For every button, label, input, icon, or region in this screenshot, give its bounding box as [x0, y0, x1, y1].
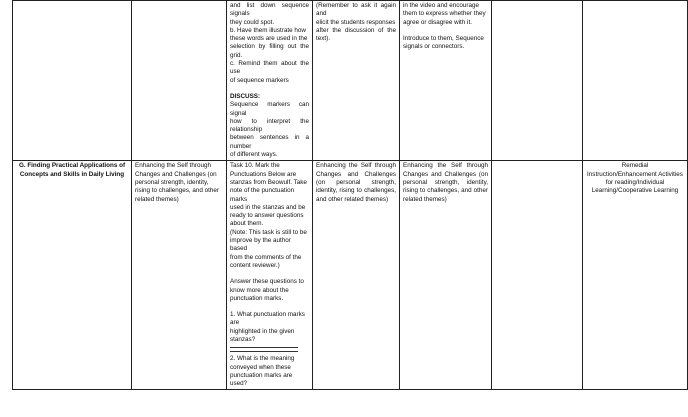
- question-1-line: 1. What punctuation marks are: [230, 311, 305, 327]
- row1-video-cell: [400, 1, 492, 161]
- row1-col4-line: elicit the students responses: [316, 18, 396, 26]
- lesson-plan-table: [12, 0, 688, 390]
- row2-empty-cell: [492, 161, 583, 390]
- discuss-line: Sequence markers can signal: [230, 101, 309, 117]
- row1-empty-cell: [492, 1, 583, 161]
- task-line: Task 10. Mark the: [230, 162, 280, 170]
- row1-col3-line: these words are used in the: [230, 35, 308, 43]
- task-line: used in the stanzas and be: [230, 203, 306, 211]
- row1-remedial-cell: [583, 1, 688, 161]
- row1-col3-line: they could spot.: [230, 18, 275, 26]
- row1-col5-line: agree or disagree with it.: [403, 18, 472, 26]
- task-line: stanzas from Beowulf. Take: [230, 178, 307, 186]
- task-line: content reviewer.): [230, 261, 280, 269]
- row2-col4-cell: Enhancing the Self through Changes and Challenges (on personal strength, identity, rising to challenges, and other related themes): [313, 161, 400, 390]
- question-2-line: conveyed when these: [230, 363, 291, 371]
- task-line: ready to answer questions: [230, 212, 304, 220]
- row2-col5-cell: Enhancing the Self through Changes and Challenges (on personal strength, identity, rising to challenges, and other related themes): [400, 161, 492, 390]
- row2-enhancing-cell: Enhancing the Self through Changes and Challenges (on personal strength, identity, rising to challenges, and other related themes): [132, 161, 227, 390]
- row1-teacher-note-cell: [313, 1, 400, 161]
- row1-col5-line: signals or connectors.: [403, 43, 465, 51]
- answer-line: know more about the: [230, 286, 289, 294]
- row1-col3-line: and list down sequence signals: [230, 2, 309, 18]
- answer-line: punctuation marks.: [230, 294, 284, 302]
- row2-task-cell: [227, 161, 313, 390]
- remedial-line: for reading/Individual: [605, 178, 665, 186]
- discuss-heading: DISCUSS:: [230, 92, 261, 100]
- row1-col4-line: (Remember to ask it again and: [316, 2, 396, 18]
- task-line: Punctuations Below are: [230, 170, 297, 178]
- row1-col5-line: them to express whether they: [403, 10, 486, 18]
- task-line: from the comments of the: [230, 253, 302, 261]
- row1-col3-line: selection by filling out the grid.: [230, 43, 309, 59]
- remedial-line: Learning/Cooperative Learning: [591, 187, 679, 195]
- row1-enhancing-cell: [132, 1, 227, 161]
- task-line: improve by the author based: [230, 237, 291, 253]
- table-row: [13, 1, 688, 161]
- row2-label-cell: G. Finding Practical Applications of Concepts and Skills in Daily Living: [13, 161, 132, 390]
- answer-blank-line: [230, 347, 298, 348]
- row1-procedure-cell: [227, 1, 313, 161]
- table-row: [13, 161, 688, 390]
- discuss-line: between sentences in a number: [230, 134, 309, 150]
- discuss-line: of different ways.: [230, 151, 278, 159]
- task-line: note of the punctuation marks: [230, 187, 295, 203]
- row1-col4-line: after the discussion of the text).: [316, 26, 396, 43]
- discuss-line: how to interpret the relationship: [230, 117, 309, 134]
- row1-col5-line: Introduce to them, Sequence: [403, 34, 484, 42]
- row1-col5-line: in the video and encourage: [403, 2, 479, 9]
- question-1-line: highlighted in the given: [230, 327, 295, 335]
- question-2-line: 2. What is the meaning: [230, 355, 295, 363]
- remedial-line: Instruction/Enhancement Activities: [587, 170, 683, 178]
- row1-col3-line: b. Have them illustrate how: [230, 26, 306, 34]
- task-line: about them.: [230, 220, 264, 228]
- task-line: (Note: This task is still to be: [230, 228, 307, 236]
- answer-line: Answer these questions to: [230, 278, 304, 286]
- remedial-line: Remedial: [621, 162, 649, 170]
- row1-label-cell: [13, 1, 132, 161]
- row2-remedial-cell: [583, 161, 688, 390]
- question-1-line: stanzas?: [230, 335, 256, 343]
- answer-blank-line: [230, 351, 298, 352]
- row1-col3-line: of sequence markers: [230, 76, 289, 84]
- question-2-line: punctuation marks are used?: [230, 371, 293, 388]
- row1-col3-line: c. Remind them about the use: [230, 60, 309, 76]
